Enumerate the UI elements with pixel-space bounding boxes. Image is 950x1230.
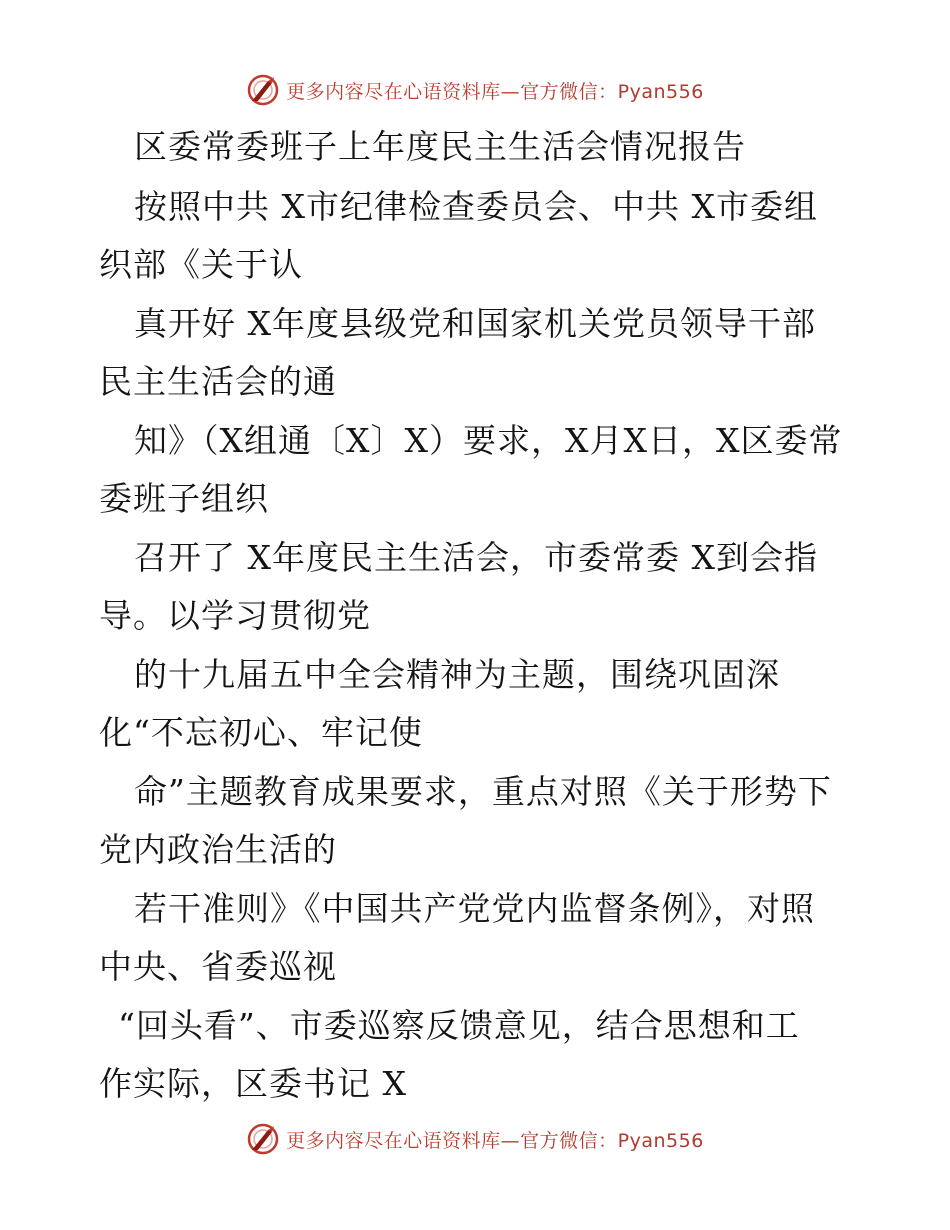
text-line: 召开了 X年度民主生活会，市委常委 X到会指 (134, 538, 818, 577)
watermark-text: 更多内容尽在心语资料库—官方微信：Pyan556 (286, 1129, 704, 1152)
text-line: 按照中共 X市纪律检查委员会、中共 X市委组 (134, 187, 818, 226)
text-line: 作实际，区委书记 X (99, 1064, 407, 1103)
text-line: 党内政治生活的 (99, 830, 337, 869)
document-title: 区委常委班子上年度民主生活会情况报告 (134, 127, 746, 166)
text-line: 若干准则》《中国共产党党内监督条例》，对照 (134, 889, 815, 928)
text-line: 知》（X组通〔X〕X）要求，X月X日，X区委常 (134, 421, 843, 460)
text-line: 中央、省委巡视 (99, 947, 337, 986)
watermark-text: 更多内容尽在心语资料库—官方微信：Pyan556 (286, 80, 704, 103)
text-line: “回头看”、市委巡察反馈意见，结合思想和工 (118, 1006, 800, 1045)
quill-pen-logo-icon (246, 1122, 280, 1156)
text-line: 织部《关于认 (99, 245, 303, 284)
text-line: 命”主题教育成果要求，重点对照《关于形势下 (134, 772, 832, 811)
text-line: 的十九届五中全会精神为主题，围绕巩固深 (134, 655, 780, 694)
text-line: 民主生活会的通 (99, 362, 337, 401)
text-line: 导。以学习贯彻党 (99, 596, 371, 635)
text-line: 真开好 X年度县级党和国家机关党员领导干部 (134, 304, 816, 343)
text-line: 化“不忘初心、牢记使 (99, 713, 423, 752)
text-line: 委班子组织 (99, 479, 269, 518)
footer-watermark (0, 1121, 950, 1157)
